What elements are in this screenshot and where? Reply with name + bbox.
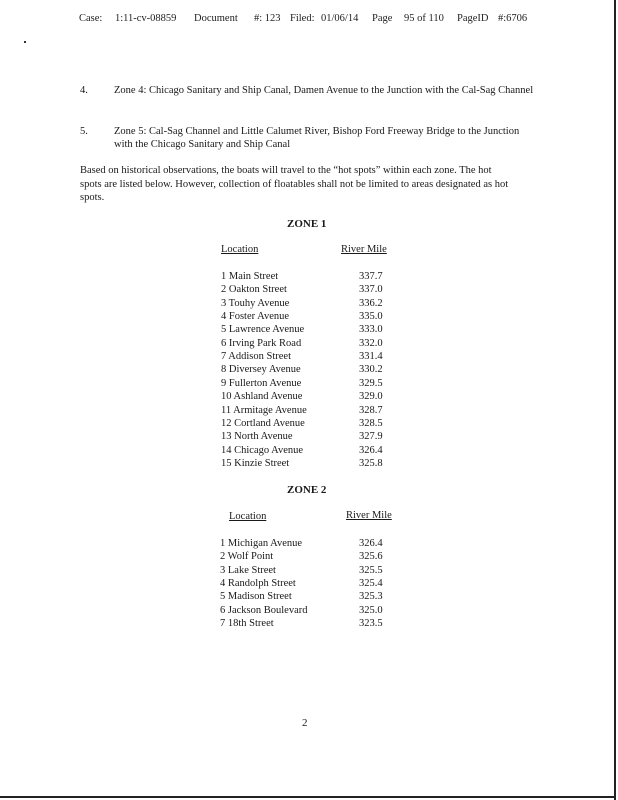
zone1-river-mile-header: River Mile xyxy=(341,244,387,255)
river-mile-cell: 337.0 xyxy=(359,284,383,296)
table-row xyxy=(221,310,421,323)
list-text: Zone 5: Cal-Sag Channel and Little Calumet River, Bishop Ford Freeway Bridge to the Junction with the Chicago Sanitary and Ship Canal xyxy=(114,126,520,150)
location-cell: 10 Ashland Avenue xyxy=(221,391,303,403)
river-mile-cell: 326.4 xyxy=(359,444,383,456)
zone1-location-header: Location xyxy=(221,244,259,255)
location-cell: 2 Wolf Point xyxy=(220,551,274,563)
location-cell: 6 Irving Park Road xyxy=(221,337,302,349)
location-cell: 5 Madison Street xyxy=(220,591,292,603)
table-row xyxy=(220,550,420,563)
river-mile-cell: 328.7 xyxy=(359,404,383,416)
table-row xyxy=(221,390,421,403)
location-cell: 9 Fullerton Avenue xyxy=(221,377,302,389)
page-bottom-edge xyxy=(0,796,616,798)
page-number: 2 xyxy=(302,717,308,729)
table-row xyxy=(221,417,421,430)
location-cell: 11 Armitage Avenue xyxy=(221,404,307,416)
hot-spots-paragraph: Based on historical observations, the boats will travel to the “hot spots” within each zone. The hot spots are listed below. However, collection of floatables shall not be limited to areas designated as hot spots. xyxy=(80,165,509,203)
location-cell: 4 Randolph Street xyxy=(220,577,296,589)
zone2-title: ZONE 2 xyxy=(287,484,327,496)
zone2-location-header: Location xyxy=(229,511,267,522)
table-row xyxy=(221,270,421,283)
location-cell: 7 18th Street xyxy=(220,617,274,629)
river-mile-cell: 331.4 xyxy=(359,351,383,363)
river-mile-cell: 329.0 xyxy=(359,391,383,403)
pageid-label: PageID xyxy=(457,13,489,24)
table-row xyxy=(220,590,420,603)
location-cell: 3 Touhy Avenue xyxy=(221,297,290,309)
river-mile-cell: 336.2 xyxy=(359,297,383,309)
location-cell: 4 Foster Avenue xyxy=(221,311,290,323)
table-row xyxy=(220,604,420,617)
river-mile-cell: 332.0 xyxy=(359,337,383,349)
river-mile-cell: 335.0 xyxy=(359,311,383,323)
table-row xyxy=(221,363,421,376)
river-mile-cell: 325.8 xyxy=(359,457,383,469)
table-row xyxy=(221,323,421,336)
river-mile-cell: 328.5 xyxy=(359,417,383,429)
river-mile-cell: 325.5 xyxy=(359,564,383,576)
table-row xyxy=(221,297,421,310)
page-count: 95 of 110 xyxy=(404,13,444,24)
page-label: Page xyxy=(372,13,393,24)
river-mile-cell: 325.6 xyxy=(359,551,383,563)
location-cell: 8 Diversey Avenue xyxy=(221,364,301,376)
filed-label: Filed: xyxy=(290,13,315,24)
location-cell: 1 Main Street xyxy=(221,271,279,282)
table-row xyxy=(221,350,421,363)
river-mile-cell: 329.5 xyxy=(359,377,383,389)
table-row xyxy=(220,537,420,550)
case-label: Case: xyxy=(79,13,103,24)
filed-date: 01/06/14 xyxy=(321,13,359,24)
river-mile-cell: 327.9 xyxy=(359,431,383,443)
location-cell: 14 Chicago Avenue xyxy=(221,444,304,456)
table-row xyxy=(221,377,421,390)
table-row xyxy=(221,283,421,296)
table-row xyxy=(221,404,421,417)
river-mile-cell: 325.4 xyxy=(359,577,383,589)
table-row xyxy=(221,457,421,470)
page-right-edge xyxy=(614,0,616,800)
river-mile-cell: 325.3 xyxy=(359,591,383,603)
location-cell: 7 Addison Street xyxy=(221,351,291,363)
location-cell: 2 Oakton Street xyxy=(221,284,287,296)
case-number: 1:11-cv-08859 xyxy=(115,13,177,24)
river-mile-cell: 323.5 xyxy=(359,617,383,629)
location-cell: 1 Michigan Avenue xyxy=(220,538,303,549)
location-cell: 12 Cortland Avenue xyxy=(221,417,305,429)
river-mile-cell: 326.4 xyxy=(359,538,383,549)
location-cell: 13 North Avenue xyxy=(221,431,293,443)
zone1-title: ZONE 1 xyxy=(287,218,327,230)
document-label: Document xyxy=(194,13,238,24)
table-row xyxy=(221,337,421,350)
list-number: 5. xyxy=(80,126,88,137)
river-mile-cell: 337.7 xyxy=(359,271,383,282)
location-cell: 5 Lawrence Avenue xyxy=(221,324,305,336)
table-row xyxy=(221,430,421,443)
river-mile-cell: 325.0 xyxy=(359,604,383,616)
location-cell: 15 Kinzie Street xyxy=(221,457,290,469)
location-cell: 3 Lake Street xyxy=(220,564,276,576)
river-mile-cell: 330.2 xyxy=(359,364,383,376)
table-row xyxy=(220,564,420,577)
table-row xyxy=(221,444,421,457)
river-mile-cell: 333.0 xyxy=(359,324,383,336)
scan-mark xyxy=(24,41,26,43)
list-number: 4. xyxy=(80,85,88,96)
pageid-number: #:6706 xyxy=(498,13,528,24)
list-text: Zone 4: Chicago Sanitary and Ship Canal, Damen Avenue to the Junction with the Cal-Sag Channel xyxy=(114,85,534,96)
table-row xyxy=(220,577,420,590)
zone2-river-mile-header: River Mile xyxy=(346,510,392,521)
table-row xyxy=(220,617,420,630)
document-number: #: 123 xyxy=(254,13,281,24)
location-cell: 6 Jackson Boulevard xyxy=(220,604,308,616)
